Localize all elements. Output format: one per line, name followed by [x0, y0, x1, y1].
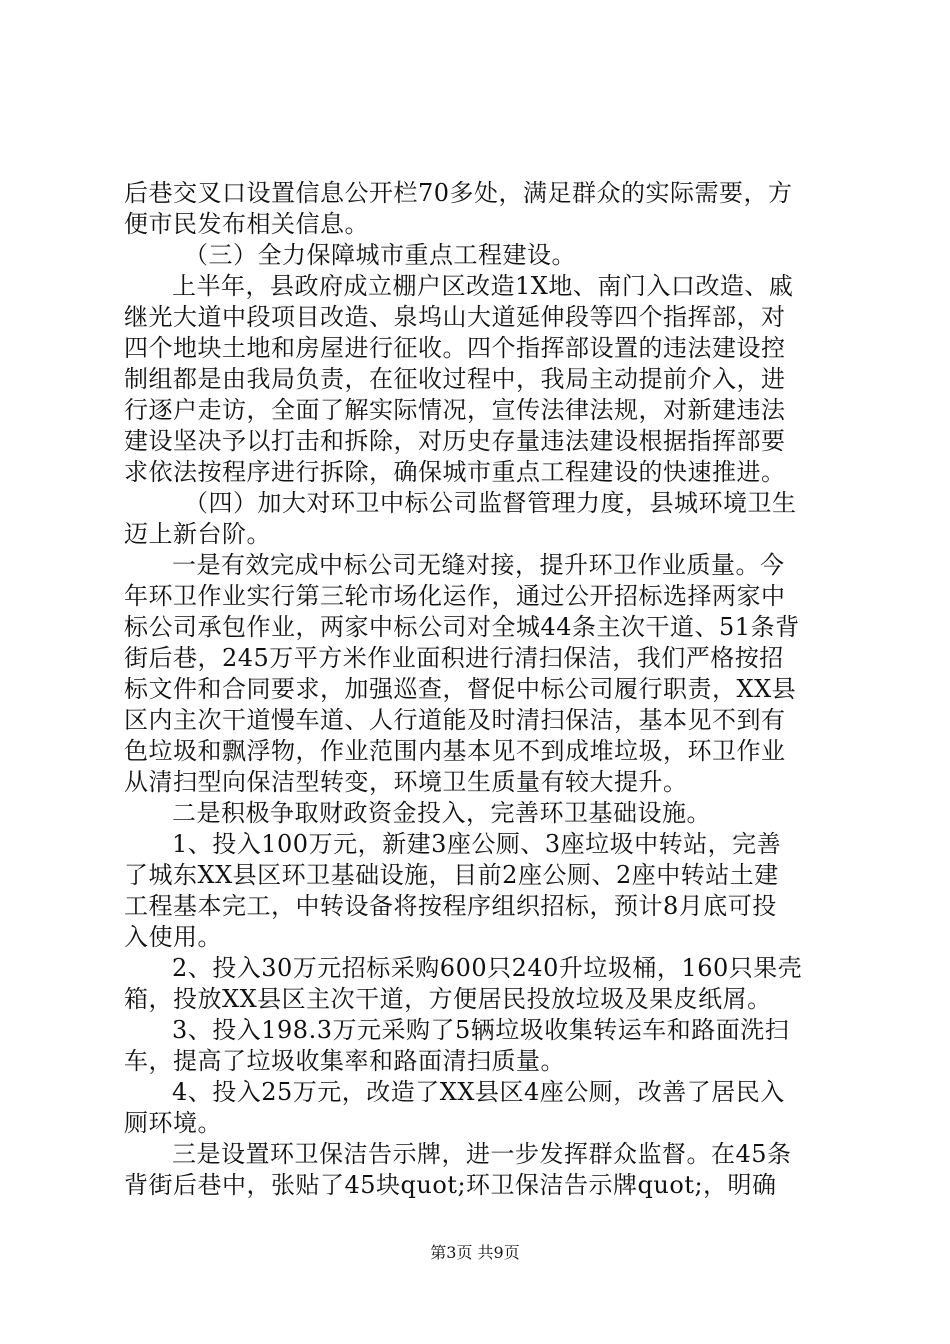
text-line: 继光大道中段项目改造、泉坞山大道延伸段等四个指挥部，对 [124, 303, 786, 331]
text-line: 迈上新台阶。 [124, 520, 271, 548]
text-line: 行逐户走访，全面了解实际情况，宣传法律法规，对新建违法 [124, 396, 786, 424]
text-line: 三是设置环卫保洁告示牌，进一步发挥群众监督。在45条 [172, 1140, 792, 1168]
text-line: 上半年，县政府成立棚户区改造1X地、南门入口改造、戚 [172, 272, 794, 300]
text-line: 厕环境。 [124, 1109, 222, 1137]
text-line: 工程基本完工，中转设备将按程序组织招标，预计8月底可投 [124, 892, 777, 920]
section-heading: （四）加大对环卫中标公司监督管理力度，县城环境卫生 [184, 489, 797, 517]
text-line: 背街后巷中，张贴了45块quot;环卫保洁告示牌quot;，明确 [124, 1171, 777, 1199]
text-line: 了城东XX县区环卫基础设施，目前2座公厕、2座中转站土建 [124, 861, 779, 889]
page-number-footer: 第3页 共9页 [430, 1243, 520, 1262]
text-line: 从清扫型向保洁型转变，环境卫生质量有较大提升。 [124, 768, 688, 796]
text-line: 求依法按程序进行拆除，确保城市重点工程建设的快速推进。 [124, 458, 786, 486]
text-line: 标文件和合同要求，加强巡查，督促中标公司履行职责，XX县 [124, 675, 797, 703]
text-line: 便市民发布相关信息。 [124, 210, 369, 238]
text-line: 1、投入100万元，新建3座公厕、3座垃圾中转站，完善 [172, 830, 782, 858]
text-line: 一是有效完成中标公司无缝对接，提升环卫作业质量。今 [172, 551, 785, 579]
text-line: 标公司承包作业，两家中标公司对全城44条主次干道、51条背 [124, 613, 800, 641]
text-line: 入使用。 [124, 923, 222, 951]
text-line: 车，提高了垃圾收集率和路面清扫质量。 [124, 1047, 565, 1075]
text-line: 年环卫作业实行第三轮市场化运作，通过公开招标选择两家中 [124, 582, 786, 610]
text-line: 后巷交叉口设置信息公开栏70多处，满足群众的实际需要，方 [124, 179, 793, 207]
text-line: 2、投入30万元招标采购600只240升垃圾桶，160只果壳 [172, 954, 803, 982]
text-line: 箱，投放XX县区主次干道，方便居民投放垃圾及果皮纸屑。 [124, 985, 772, 1013]
text-line: 四个地块土地和房屋进行征收。四个指挥部设置的违法建设控 [124, 334, 786, 362]
section-heading: （三）全力保障城市重点工程建设。 [184, 241, 576, 269]
text-line: 色垃圾和飘浮物，作业范围内基本见不到成堆垃圾，环卫作业 [124, 737, 786, 765]
text-line: 4、投入25万元，改造了XX县区4座公厕，改善了居民入 [172, 1078, 785, 1106]
text-line: 3、投入198.3万元采购了5辆垃圾收集转运车和路面洗扫 [172, 1016, 790, 1044]
text-line: 建设坚决予以打击和拆除，对历史存量违法建设根据指挥部要 [124, 427, 786, 455]
text-line: 街后巷，245万平方米作业面积进行清扫保洁，我们严格按招 [124, 644, 784, 672]
text-line: 区内主次干道慢车道、人行道能及时清扫保洁，基本见不到有 [124, 706, 786, 734]
text-line: 制组都是由我局负责，在征收过程中，我局主动提前介入，进 [124, 365, 786, 393]
text-line: 二是积极争取财政资金投入，完善环卫基础设施。 [172, 799, 711, 827]
